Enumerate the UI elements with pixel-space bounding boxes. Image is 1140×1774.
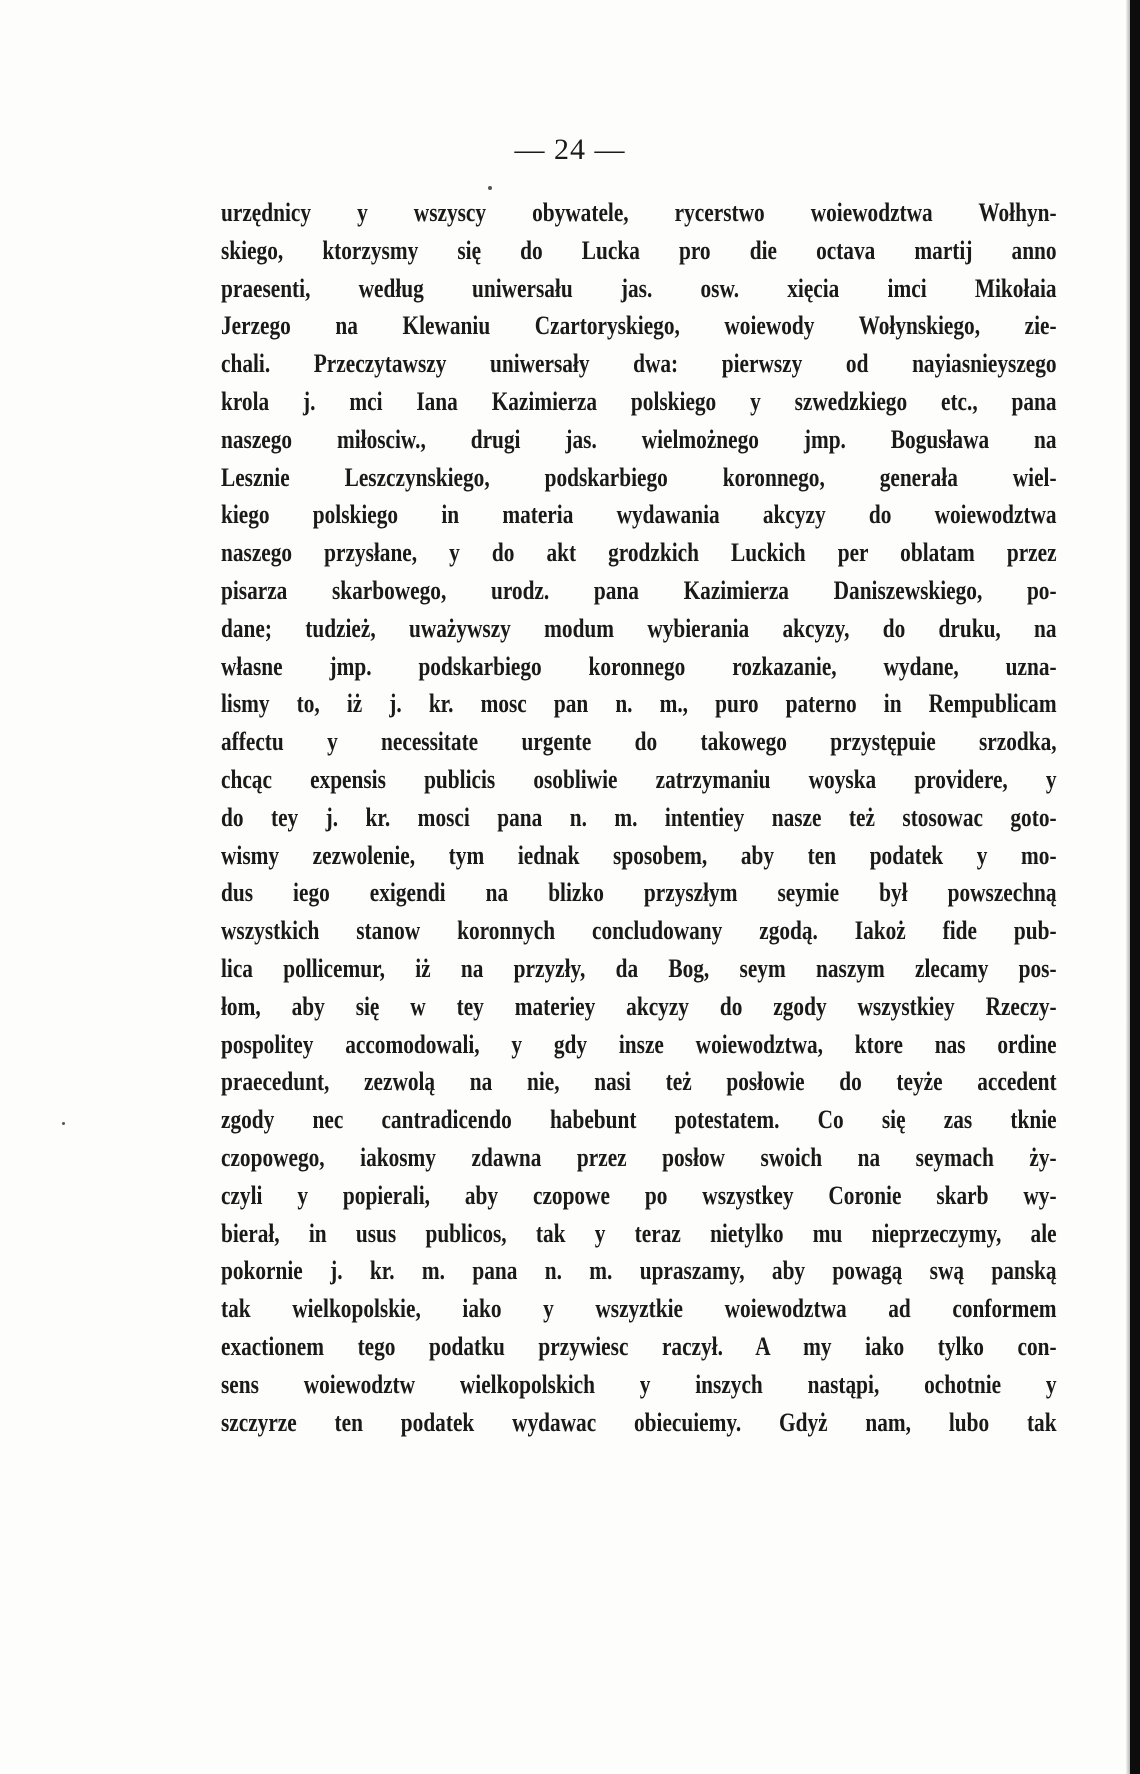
- ink-speck: [62, 1122, 65, 1125]
- text-line: szczyrze ten podatek wydawac obiecuiemy. Gdyż nam, lubo tak: [221, 1407, 1057, 1437]
- text-line: tak wielkopolskie, iako y wszyztkie woiewodztwa ad conformem: [221, 1294, 1057, 1324]
- text-line: wismy zezwolenie, tym iednak sposobem, aby ten podatek y mo-: [221, 840, 1057, 870]
- text-line: urzędnicy y wszyscy obywatele, rycerstwo woiewodztwa Wołhyn-: [221, 198, 1057, 227]
- text-line: wszystkich stanow koronnych concludowany zgodą. Iakoż fide pub-: [221, 916, 1057, 946]
- ink-speck: [488, 186, 492, 190]
- text-line: dane; tudzież, uważywszy modum wybierania akcyzy, do druku, na: [221, 613, 1057, 643]
- text-line: naszego miłosciw., drugi jas. wielmożnego jmp. Bogusława na: [221, 424, 1057, 454]
- text-line: sens woiewodztw wielkopolskich y inszych nastąpi, ochotnie y: [221, 1369, 1057, 1399]
- text-line: pisarza skarbowego, urodz. pana Kazimierza Daniszewskiego, po-: [221, 575, 1057, 605]
- text-line: łom, aby się w tey materiey akcyzy do zgody wszystkiey Rzeczy-: [221, 991, 1057, 1021]
- text-line: chcąc expensis publicis osobliwie zatrzymaniu woyska providere, y: [221, 764, 1057, 794]
- text-line: praecedunt, zezwolą na nie, nasi też posłowie do teyże accedent: [221, 1067, 1057, 1097]
- text-line: lica pollicemur, iż na przyzły, da Bog, seym naszym zlecamy pos-: [221, 953, 1057, 983]
- text-line: Jerzego na Klewaniu Czartoryskiego, woiewody Wołynskiego, zie-: [221, 311, 1057, 341]
- text-line: affectu y necessitate urgente do takowego przystępuie srzodka,: [221, 727, 1057, 757]
- text-line: naszego przysłane, y do akt grodzkich Luckich per oblatam przez: [221, 538, 1057, 568]
- text-line: bierał, in usus publicos, tak y teraz nietylko mu nieprzeczymy, ale: [221, 1218, 1057, 1248]
- text-line: praesenti, według uniwersału jas. osw. xięcia imci Mikołaia: [221, 273, 1057, 303]
- text-line: czyli y popierali, aby czopowe po wszystkey Coronie skarb wy-: [221, 1180, 1057, 1210]
- scanner-edge: [1130, 0, 1140, 1774]
- text-line: Lesznie Leszczynskiego, podskarbiego koronnego, generała wiel-: [221, 462, 1057, 492]
- text-line: pospolitey accomodowali, y gdy insze woiewodztwa, ktore nas ordine: [221, 1029, 1057, 1059]
- text-line: czopowego, iakosmy zdawna przez posłow swoich na seymach ży-: [221, 1142, 1057, 1172]
- body-text: [221, 194, 1057, 1441]
- text-line: do tey j. kr. mosci pana n. m. intentiey nasze też stosowac goto-: [221, 802, 1057, 832]
- text-line: pokornie j. kr. m. pana n. m. upraszamy, aby powagą swą panską: [221, 1256, 1057, 1286]
- text-line: chali. Przeczytawszy uniwersały dwa: pierwszy od nayiasnieyszego: [221, 349, 1057, 379]
- text-line: exactionem tego podatku przywiesc raczył. A my iako tylko con-: [221, 1331, 1057, 1361]
- text-line: skiego, ktorzysmy się do Lucka pro die octava martij anno: [221, 235, 1057, 265]
- text-line: własne jmp. podskarbiego koronnego rozkazanie, wydane, uzna-: [221, 651, 1057, 681]
- text-line: zgody nec cantradicendo habebunt potestatem. Co się zas tknie: [221, 1105, 1057, 1135]
- page-number: — 24 —: [514, 133, 626, 166]
- text-line: krola j. mci Iana Kazimierza polskiego y szwedzkiego etc., pana: [221, 386, 1057, 416]
- text-line: kiego polskiego in materia wydawania akcyzy do woiewodztwa: [221, 500, 1057, 530]
- text-line: lismy to, iż j. kr. mosc pan n. m., puro paterno in Rempublicam: [221, 689, 1057, 719]
- text-line: dus iego exigendi na blizko przyszłym seymie był powszechną: [221, 878, 1057, 908]
